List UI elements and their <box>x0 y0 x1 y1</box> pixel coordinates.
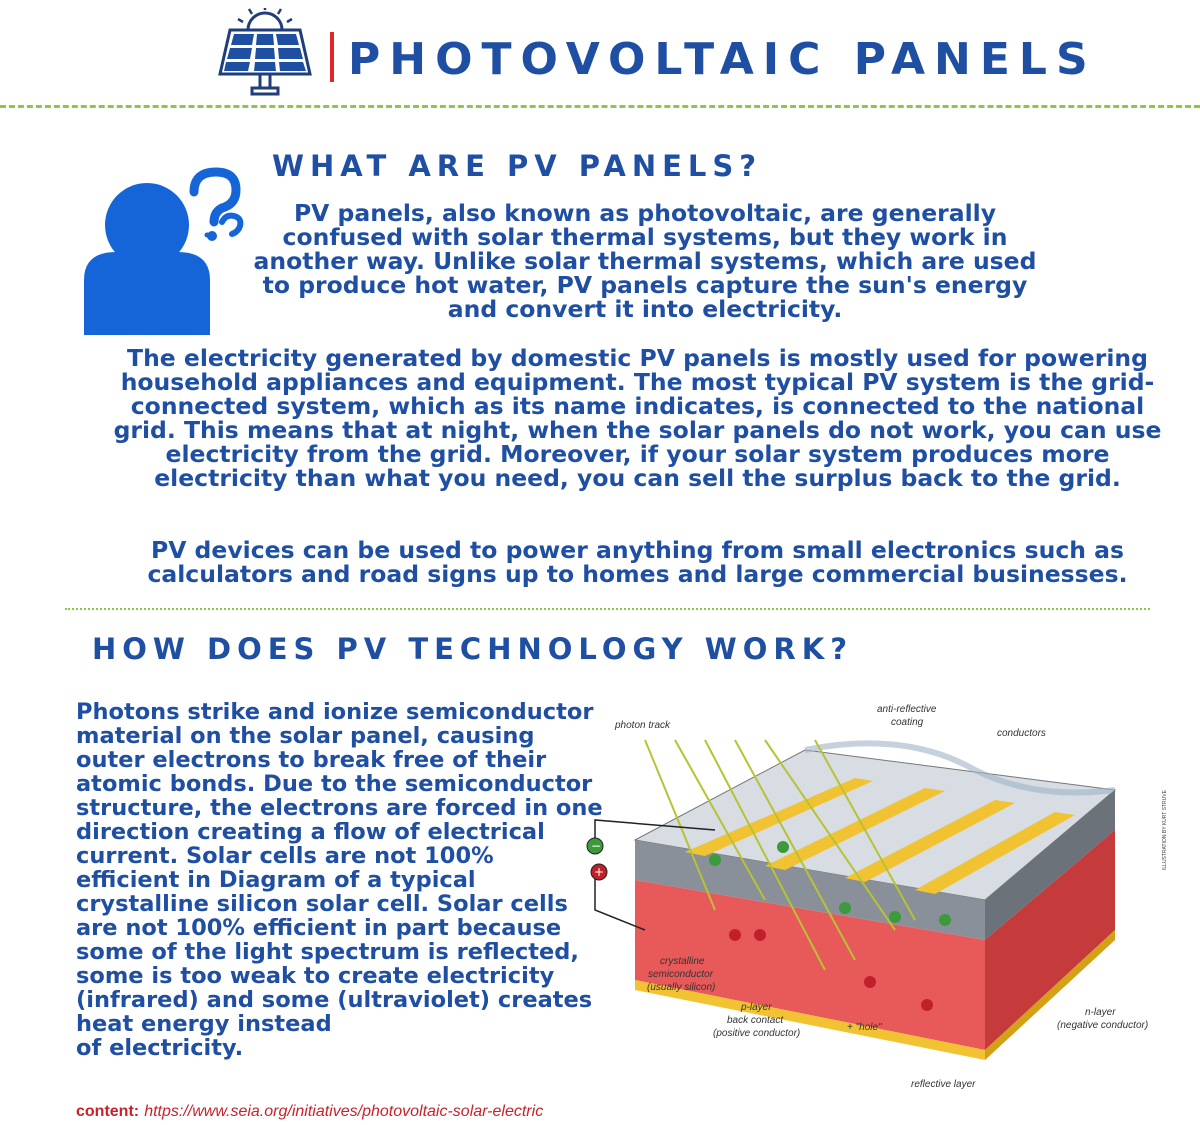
diagram-label-anti-reflective-1: anti-reflective <box>877 704 937 715</box>
source-citation <box>76 1100 543 1123</box>
section-heading-how: HOW DOES PV TECHNOLOGY WORK? <box>92 632 854 666</box>
paragraph-definition: PV panels, also known as photovoltaic, are generally confused with solar thermal systems, but they work in another way. Unlike solar thermal systems, which are used to produce hot water, PV panels capture the sun's energy and convert it into electricity. <box>253 199 1037 323</box>
solar-cell-diagram <box>555 680 1195 1100</box>
diagram-label-n-layer-1: n-layer <box>1085 1007 1116 1018</box>
diagram-label-crystalline-1: crystalline <box>660 956 705 967</box>
diagram-label-anti-reflective-2: coating <box>891 717 924 728</box>
page-title: PHOTOVOLTAIC PANELS <box>348 34 1097 85</box>
diagram-label-n-layer-2: (negative conductor) <box>1057 1020 1149 1031</box>
section-divider <box>65 608 1150 610</box>
person-question-icon <box>76 160 252 335</box>
diagram-label-reflective-layer: reflective layer <box>911 1079 976 1090</box>
solar-panel-icon <box>216 8 314 96</box>
diagram-label-p-layer-1: p-layer <box>741 1002 772 1013</box>
section-heading-what: WHAT ARE PV PANELS? <box>272 149 763 183</box>
diagram-label-crystalline-3: (usually silicon) <box>647 982 716 993</box>
diagram-label-photon-track: photon track <box>615 720 671 731</box>
header-divider <box>0 105 1200 108</box>
diagram-label-conductors: conductors <box>997 728 1046 739</box>
source-label: content: <box>76 1103 140 1120</box>
paragraph-grid-system: The electricity generated by domestic PV panels is mostly used for powering household appliances and equipment. The most typical PV system is the grid-connected system, which as its name indicates, is connected to the national grid. This means that at night, when the solar panels do not work, you can use electricity from the grid. Moreover, if your solar system produces more electricity than what you need, you can sell the surplus back to the grid. <box>113 344 1162 492</box>
paragraph-uses: PV devices can be used to power anything from small electronics such as calculators and road signs up to homes and large commercial businesses. <box>147 536 1128 588</box>
svg-text:+: + <box>594 865 605 879</box>
paragraph-how-it-works: Photons strike and ionize semiconductor material on the solar panel, causing outer electrons to break free of their atomic bonds. Due to the semiconductor structure, the electrons are forced in one direction creating a flow of electrical current. Solar cells are not 100% efficient in Diagram of a typical crystalline silicon solar cell. Solar cells are not 100% efficient in part because some of the light spectrum is reflected, some is too weak to create electricity (infrared) and some (ultraviolet) creates heat energy instead of electricity. <box>76 699 603 1061</box>
diagram-label-crystalline-2: semiconductor <box>648 969 714 980</box>
diagram-label-p-layer-2: back contact <box>727 1015 784 1026</box>
title-accent-bar <box>330 32 334 82</box>
diagram-label-p-layer-3: (positive conductor) <box>713 1028 801 1039</box>
svg-text:−: − <box>591 839 602 853</box>
diagram-label-hole: + "hole" <box>847 1022 882 1033</box>
diagram-credit: ILLUSTRATION BY KURT STRUVE <box>1162 790 1168 870</box>
source-link[interactable]: https://www.seia.org/initiatives/photovoltaic-solar-electric <box>144 1103 544 1120</box>
